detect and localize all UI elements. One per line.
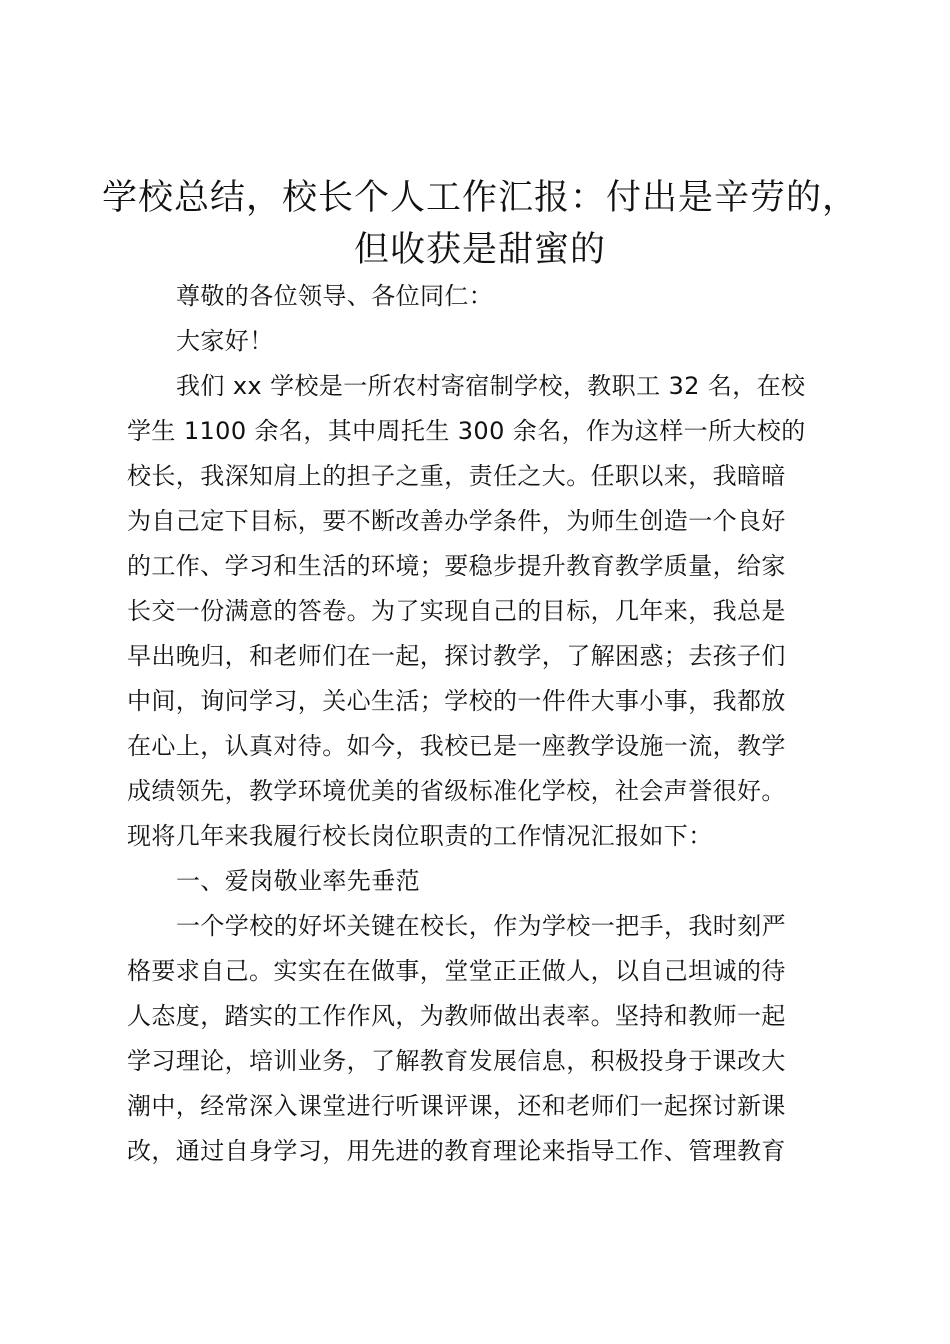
paragraph-line: 格要求自己。实实在在做事，堂堂正正做人，以自己坦诚的待: [127, 957, 786, 985]
paragraph-line: 早出晚归，和老师们在一起，探讨教学，了解困惑；去孩子们: [127, 642, 786, 670]
paragraph-line: 现将几年来我履行校长岗位职责的工作情况汇报如下：: [127, 822, 713, 850]
paragraph-line: 成绩领先，教学环境优美的省级标准化学校，社会声誉很好。: [127, 777, 786, 805]
title-line-2: 但收获是甜蜜的: [353, 230, 606, 270]
paragraph-line: 人态度，踏实的工作作风，为教师做出表率。坚持和教师一起: [127, 1002, 786, 1030]
paragraph-line: 为自己定下目标，要不断改善办学条件，为师生创造一个良好: [127, 507, 786, 535]
paragraph-line: 的工作、学习和生活的环境；要稳步提升教育教学质量，给家: [127, 552, 786, 580]
section-heading: 一、爱岗敬业率先垂范: [176, 867, 420, 895]
paragraph-line: 一个学校的好坏关键在校长，作为学校一把手，我时刻严: [176, 912, 786, 940]
paragraph-line: 在心上，认真对待。如今，我校已是一座教学设施一流，教学: [127, 732, 786, 760]
paragraph-line: 学习理论，培训业务，了解教育发展信息，积极投身于课改大: [127, 1047, 786, 1075]
paragraph-line: 中间，询问学习，关心生活；学校的一件件大事小事，我都放: [127, 687, 786, 715]
paragraph-line: 我们 xx 学校是一所农村寄宿制学校，教职工 32 名，在校: [176, 372, 806, 400]
title-line-1: 学校总结，校长个人工作汇报：付出是辛劳的，: [101, 178, 858, 218]
paragraph-line: 潮中，经常深入课堂进行听课评课，还和老师们一起探讨新课: [127, 1092, 786, 1120]
salutation-line: 尊敬的各位领导、各位同仁：: [176, 282, 494, 310]
paragraph-line: 学生 1100 余名，其中周托生 300 余名，作为这样一所大校的: [127, 417, 806, 445]
paragraph-line: 改，通过自身学习，用先进的教育理论来指导工作、管理教育: [127, 1137, 786, 1165]
greeting-line: 大家好！: [176, 327, 274, 355]
paragraph-line: 长交一份满意的答卷。为了实现自己的目标，几年来，我总是: [127, 597, 786, 625]
paragraph-line: 校长，我深知肩上的担子之重，责任之大。任职以来，我暗暗: [127, 462, 786, 490]
document-title: [100, 172, 860, 276]
